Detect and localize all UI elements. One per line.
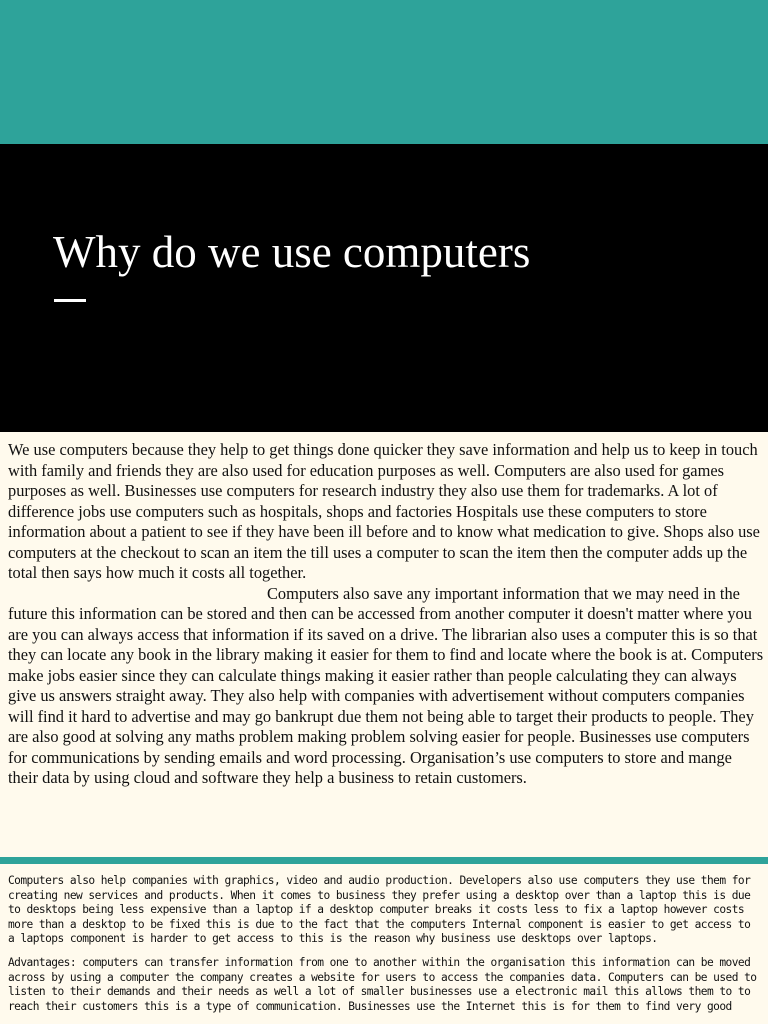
section-divider	[0, 857, 768, 864]
title-block	[0, 144, 768, 432]
title-underline	[54, 299, 86, 302]
main-text-section	[8, 440, 764, 852]
body-paragraph-2: Computers also save any important information that we may need in the future this information can be stored and then can be accessed from another computer it doesn't matter where you are you can always access that information if its saved on a drive. The librarian also uses a computer this is so that they can locate any book in the library making it easier for them to find and locate where the book is at. Computers make jobs easier since they can calculate things making it easier rather than people calculating they can always give us answers straight away. They also help with companies with advertisement without computers companies will find it hard to advertise and may go bankrupt due them not being able to target their products to people. They are also good at solving any maths problem making problem solving easier for people. Businesses use computers for communications by sending emails and word processing. Organisation’s use computers to store and mange their data by using cloud and software they help a business to retain customers.	[8, 583, 764, 787]
page-title: Why do we use computers	[53, 227, 531, 277]
body-paragraph-1: We use computers because they help to get things done quicker they save information and help us to keep in touch with family and friends they are also used for education purposes as well. Computers are also used for games purposes as well. Businesses use computers for research industry they also use them for trademarks. A lot of difference jobs use computers such as hospitals, shops and factories Hospitals use these computers to store information about a patient to see if they have been ill before and to know what medication to give. Shops also use computers at the checkout to scan an item the till uses a computer to scan the item then the computer adds up the total then says how much it costs all together.	[8, 440, 760, 582]
secondary-paragraph-1: Computers also help companies with graphics, video and audio production. Developers also use computers they use them for creating new services and products. When it comes to business they prefer using a desktop over than a laptop this is due to desktops being less expensive than a laptop if a desktop computer breaks it costs less to fix a laptop however costs more than a desktop to be fixed this is due to the fact that the computers Internal component is easier to get access to a laptops component is harder to get access to this is the reason why business use desktops over laptops.	[8, 874, 751, 946]
header-accent-band	[0, 0, 768, 144]
secondary-text-section	[8, 874, 760, 1024]
secondary-paragraph-2: Advantages: computers can transfer information from one to another within the organisation this information can be moved across by using a computer the company creates a website for users to access the companies data. Computers can be used to listen to their demands and their needs as well a lot of smaller businesses use a electronic mail this allows them to to reach their customers this is a type of communication. Businesses use the Internet this is for them to find very good	[8, 955, 757, 1013]
